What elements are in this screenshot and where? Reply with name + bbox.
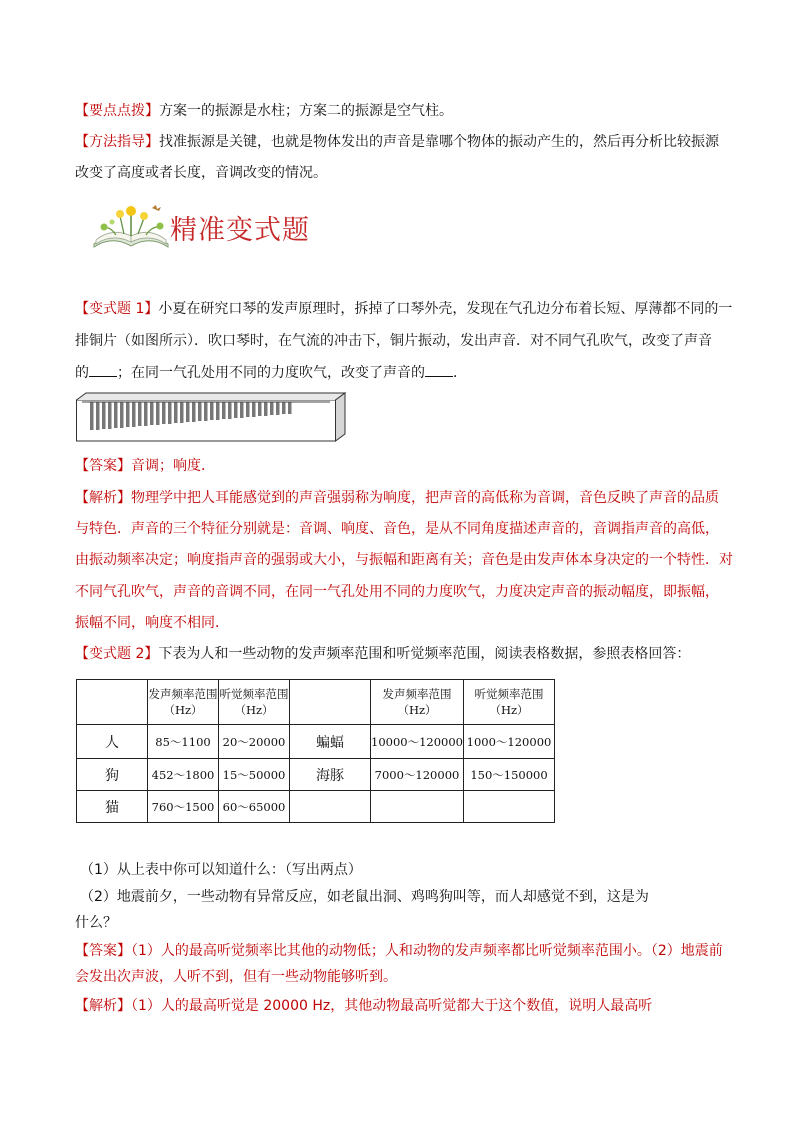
table-cell <box>464 791 555 823</box>
key-points-line <box>75 101 453 121</box>
table-animal-header <box>290 680 371 725</box>
table-cell: 海豚 <box>290 759 371 791</box>
table-header-sound: 发声频率范围 （Hz） <box>148 680 219 725</box>
table-cell: 60～65000 <box>219 791 290 823</box>
table-cell: 狗 <box>77 759 148 791</box>
q1-text-3c: ． <box>453 365 467 381</box>
q2-answer-text-1: （1）人的最高听觉频率比其他的动物低；人和动物的发声频率都比听觉频率范围小。（2）地震前 <box>131 943 723 959</box>
table-cell: 85～1100 <box>148 725 219 759</box>
q2-answer-line-2: 会发出次声波，人听不到，但有一些动物能够听到。 <box>75 969 397 985</box>
q1-analysis-line-3: 由振动频率决定；响度指声音的强弱或大小，与振幅和距离有关；音色是由发声体本身决定的一个特性．对 <box>75 552 733 568</box>
frequency-table <box>76 679 555 823</box>
method-line-2: 改变了高度或者长度，音调改变的情况。 <box>75 165 327 181</box>
q1-answer-text: 音调；响度． <box>131 458 215 474</box>
table-cell: 猫 <box>77 791 148 823</box>
q2-text: 下表为人和一些动物的发声频率范围和听觉频率范围，阅读表格数据，参照表格回答： <box>158 646 691 662</box>
q1-line-1 <box>75 299 732 319</box>
q1-blank-1[interactable] <box>89 362 117 377</box>
q2-tag: 【变式题 2】 <box>75 646 159 662</box>
q1-answer-tag: 【答案】 <box>75 458 131 474</box>
q1-text-3a: 的 <box>75 365 89 381</box>
table-cell <box>371 791 464 823</box>
table-corner-cell <box>77 680 148 725</box>
q2-analysis-tag: 【解析】 <box>75 998 131 1014</box>
table-cell: 150～150000 <box>464 759 555 791</box>
q2-answer-tag: 【答案】 <box>75 943 131 959</box>
table-cell <box>290 791 371 823</box>
section-title: 精准变式题 <box>170 215 310 246</box>
q1-text-1: 小夏在研究口琴的发声原理时，拆掉了口琴外壳，发现在气孔边分布着长短、厚薄都不同的一 <box>158 301 733 317</box>
q1-analysis-tag: 【解析】 <box>75 490 131 506</box>
table-cell: 人 <box>77 725 148 759</box>
method-tag: 【方法指导】 <box>75 134 159 150</box>
table-header-hearing: 听觉频率范围 （Hz） <box>219 680 290 725</box>
method-text-1: 找准振源是关键，也就是物体发出的声音是靠哪个物体的振动产生的，然后再分析比较振源 <box>159 134 719 150</box>
key-points-tag: 【要点点拨】 <box>75 103 159 119</box>
q1-analysis-line-1 <box>75 488 719 508</box>
table-cell: 15～50000 <box>219 759 290 791</box>
q1-analysis-line-2: 与特色．声音的三个特征分别就是：音调、响度、音色，是从不同角度描述声音的，音调指声音的高低， <box>75 521 719 537</box>
q2-analysis-text: （1）人的最高听觉是 20000 Hz，其他动物最高听觉都大于这个数值，说明人最高听 <box>131 998 653 1014</box>
table-cell: 760～1500 <box>148 791 219 823</box>
q2-sub-2-line-2: 什么？ <box>75 915 117 931</box>
harmonica-reeds-figure <box>76 392 346 442</box>
q1-text-3b: ；在同一气孔处用不同的力度吹气，改变了声音的 <box>117 365 425 381</box>
table-cell: 7000～120000 <box>371 759 464 791</box>
q2-line <box>75 644 690 664</box>
q1-analysis-text-1: 物理学中把人耳能感觉到的声音强弱称为响度，把声音的高低称为音调，音色反映了声音的品质 <box>131 490 719 506</box>
q2-answer-line-1 <box>75 941 723 961</box>
q1-analysis-line-4: 不同气孔吹气，声音的音调不同，在同一气孔处用不同的力度吹气，力度决定声音的振动幅度，即振幅， <box>75 584 719 600</box>
q2-sub-2-line-1: （2）地震前夕，一些动物有异常反应，如老鼠出洞、鸡鸣狗叫等，而人却感觉不到，这是为 <box>80 889 649 905</box>
q2-analysis-line <box>75 996 652 1016</box>
q1-tag: 【变式题 1】 <box>75 301 159 317</box>
table-row <box>77 759 555 791</box>
key-points-text: 方案一的振源是水柱；方案二的振源是空气柱。 <box>159 103 453 119</box>
q1-answer <box>75 456 215 476</box>
q1-line-2: 排铜片（如图所示）．吹口琴时，在气流的冲击下，铜片振动，发出声音．对不同气孔吹气，改变了声音 <box>75 333 712 349</box>
table-cell: 20～20000 <box>219 725 290 759</box>
table-cell: 452～1800 <box>148 759 219 791</box>
table-row <box>77 725 555 759</box>
q1-analysis-line-5: 振幅不同，响度不相同． <box>75 615 229 631</box>
table-row <box>77 791 555 823</box>
q2-sub-1: （1）从上表中你可以知道什么：（写出两点） <box>80 862 362 878</box>
method-line-1 <box>75 132 719 152</box>
table-cell: 1000～120000 <box>464 725 555 759</box>
table-header-hearing-2: 听觉频率范围 （Hz） <box>464 680 555 725</box>
table-header-sound-2: 发声频率范围 （Hz） <box>371 680 464 725</box>
q1-blank-2[interactable] <box>425 362 453 377</box>
table-cell: 10000～120000 <box>371 725 464 759</box>
q1-line-3 <box>75 362 467 383</box>
table-cell: 蝙蝠 <box>290 725 371 759</box>
open-book-flowers-icon <box>90 200 172 250</box>
